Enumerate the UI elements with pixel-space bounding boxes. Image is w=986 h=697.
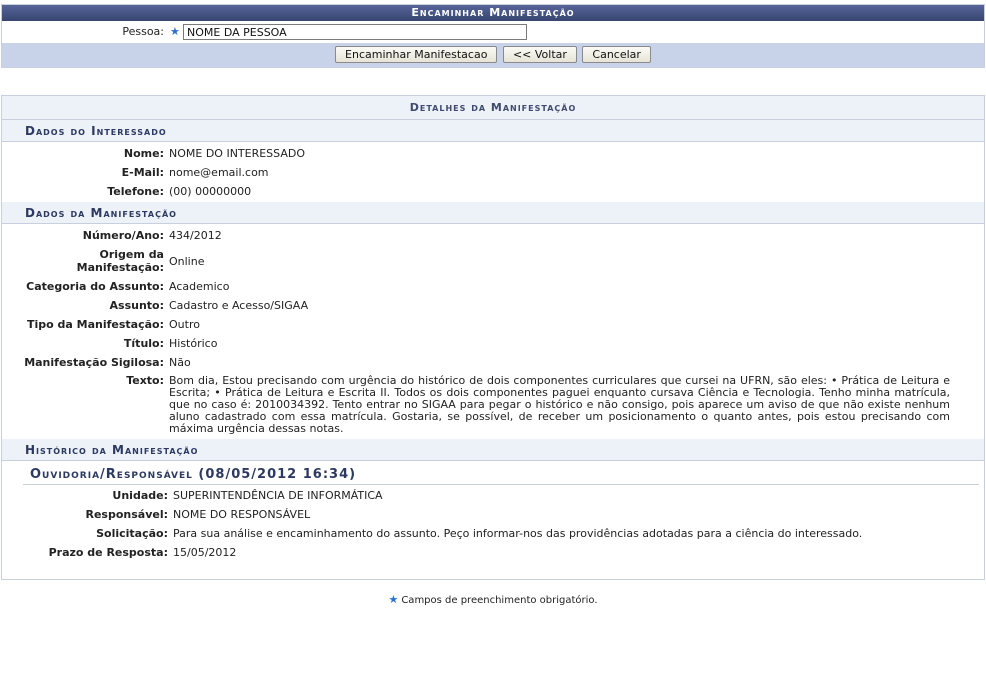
row-nome: [2, 144, 984, 163]
prazo-value: 15/05/2012: [173, 546, 237, 559]
cancelar-button[interactable]: Cancelar: [582, 46, 651, 63]
required-footnote: [0, 593, 986, 606]
tipo-value: Outro: [169, 318, 200, 331]
email-label: E-Mail:: [121, 166, 164, 179]
sigilosa-value: Não: [169, 356, 191, 369]
historico-entry-title: Ouvidoria/Responsável (08/05/2012 16:34): [23, 467, 979, 485]
row-texto: [2, 372, 984, 439]
assunto-value: Cadastro e Acesso/SIGAA: [169, 299, 309, 312]
email-value: nome@email.com: [169, 166, 269, 179]
form-button-bar: [2, 43, 984, 67]
row-solicitacao: [2, 524, 984, 543]
nome-value: NOME DO INTERESSADO: [169, 147, 306, 160]
titulo-value: Histórico: [169, 337, 218, 350]
numero-label: Número/Ano:: [82, 229, 164, 242]
row-email: [2, 163, 984, 182]
row-numero: [2, 226, 984, 245]
section-interessado: Dados do Interessado: [2, 120, 984, 142]
row-responsavel: [2, 505, 984, 524]
texto-value: Bom dia, Estou precisando com urgência do histórico de dois componentes curriculares que cursei na UFRN, são eles: • Prática de Leitura e Escrita; • Prática de Leitura e Escrita II. Todos os dois componentes paguei enquanto cursava Ciência e Tecnologia. Tenho minha matrícula, que no caso é: 2010034392. Tento entrar no SIGAA para pegar o histórico e não consigo, pois aparece um aviso de que não existe nenhum aluno cadastrado com essa matrícula. Gostaria, se possível, de receber um posicionamento o quanto antes, pois estou precisando com máxima urgência dessas notas.: [169, 374, 950, 435]
pessoa-input[interactable]: [183, 24, 527, 40]
row-unidade: [2, 486, 984, 505]
row-tipo: [2, 315, 984, 334]
telefone-label: Telefone:: [107, 185, 164, 198]
unidade-label: Unidade:: [112, 489, 168, 502]
forward-form: [1, 4, 985, 68]
form-title: Encaminhar Manifestação: [2, 5, 984, 21]
row-titulo: [2, 334, 984, 353]
row-categoria: [2, 277, 984, 296]
row-prazo: [2, 543, 984, 562]
origem-label: Origem da Manifestação:: [76, 248, 164, 274]
section-manifestacao: Dados da Manifestação: [2, 202, 984, 224]
voltar-button[interactable]: << Voltar: [503, 46, 577, 63]
responsavel-label: Responsável:: [85, 508, 168, 521]
required-star-icon: ★: [388, 593, 399, 606]
categoria-value: Academico: [169, 280, 230, 293]
prazo-label: Prazo de Resposta:: [48, 546, 168, 559]
row-assunto: [2, 296, 984, 315]
required-star-icon: ★: [170, 25, 180, 38]
titulo-label: Título:: [123, 337, 164, 350]
row-sigilosa: [2, 353, 984, 372]
nome-label: Nome:: [123, 147, 164, 160]
details-panel: [1, 95, 985, 580]
tipo-label: Tipo da Manifestação:: [26, 318, 164, 331]
origem-value: Online: [169, 254, 205, 268]
telefone-value: (00) 00000000: [169, 185, 252, 198]
solicitacao-value: Para sua análise e encaminhamento do assunto. Peço informar-nos das providências adotadas para a ciência do interessado.: [173, 527, 863, 540]
pessoa-row: [2, 21, 984, 43]
solicitacao-label: Solicitação:: [96, 527, 168, 540]
row-telefone: [2, 182, 984, 202]
texto-label: Texto:: [126, 374, 164, 387]
unidade-value: SUPERINTENDÊNCIA DE INFORMÁTICA: [173, 489, 383, 502]
section-historico: Histórico da Manifestação: [2, 439, 984, 461]
pessoa-label: Pessoa:: [122, 25, 164, 38]
responsavel-value: NOME DO RESPONSÁVEL: [173, 508, 311, 521]
row-origem: [2, 245, 984, 277]
categoria-label: Categoria do Assunto:: [26, 280, 164, 293]
encaminhar-button[interactable]: Encaminhar Manifestacao: [335, 46, 497, 63]
details-title: Detalhes da Manifestação: [2, 96, 984, 120]
required-note-text: Campos de preenchimento obrigatório.: [401, 595, 598, 606]
numero-value: 434/2012: [169, 229, 222, 242]
sigilosa-label: Manifestação Sigilosa:: [24, 356, 164, 369]
assunto-label: Assunto:: [109, 299, 164, 312]
